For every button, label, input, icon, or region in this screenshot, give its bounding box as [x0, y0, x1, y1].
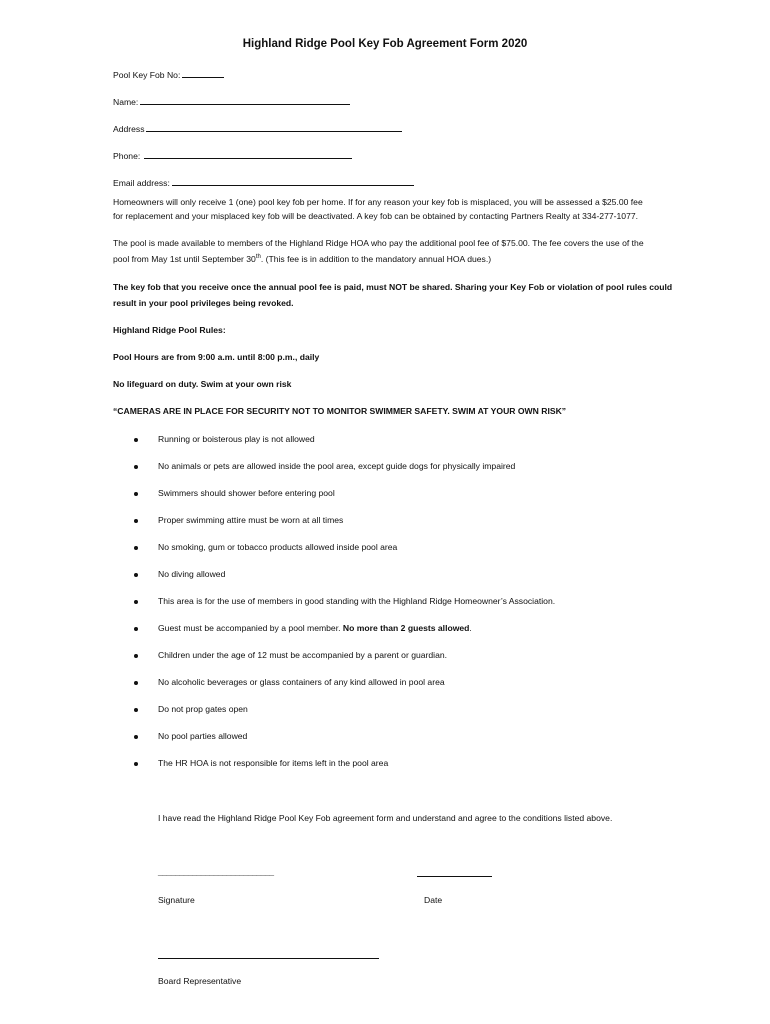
- pool-fee-superscript: th: [255, 254, 261, 261]
- rule-item: Swimmers should shower before entering pool: [158, 488, 335, 498]
- bullet-dot: [134, 600, 138, 604]
- signature-line[interactable]: ___________________________: [158, 866, 274, 876]
- agreement-statement: I have read the Highland Ridge Pool Key Fob agreement form and understand and agree to the conditions listed above.: [158, 813, 613, 823]
- guest-rule-end: .: [469, 623, 472, 633]
- rule-item: No animals or pets are allowed inside the pool area, except guide dogs for physically impaired: [158, 461, 516, 471]
- guest-limit-bold: No more than 2 guests allowed: [342, 623, 470, 633]
- address-input-line[interactable]: [146, 121, 402, 132]
- bullet-dot: [134, 546, 138, 550]
- rules-heading: Highland Ridge Pool Rules:: [113, 325, 226, 335]
- name-field[interactable]: [113, 94, 350, 107]
- email-label: Email address:: [113, 178, 170, 188]
- date-line[interactable]: [417, 876, 492, 877]
- pool-fee-note: . (This fee is in addition to the mandatory annual HOA dues.): [260, 254, 492, 264]
- phone-input-line[interactable]: [144, 148, 352, 159]
- camera-notice-part1: “CAMERAS ARE IN PLACE FOR SECURITY NOT TO MONITOR SWIMMER SAFETY: [113, 406, 448, 416]
- board-representative-line[interactable]: [158, 958, 379, 959]
- rule-item: No pool parties allowed: [158, 731, 248, 741]
- keyfob-field[interactable]: [113, 67, 224, 80]
- lifeguard-notice: No lifeguard on duty. Swim at your own risk: [113, 379, 292, 389]
- fob-policy-line1: Homeowners will only receive 1 (one) pool key fob per home. If for any reason your key fob is misplaced, you will be assessed a $25.00 fee: [113, 197, 643, 207]
- email-input-line[interactable]: [172, 175, 414, 186]
- keyfob-input-line[interactable]: [182, 67, 224, 78]
- pool-hours: Pool Hours are from 9:00 a.m. until 8:00 p.m., daily: [113, 352, 320, 362]
- name-label: Name:: [113, 97, 139, 107]
- bullet-dot: [134, 735, 138, 739]
- rule-item: This area is for the use of members in good standing with the Highland Ridge Homeowner’s Association.: [158, 596, 556, 606]
- rule-item: Running or boisterous play is not allowed: [158, 434, 315, 444]
- rule-item: Proper swimming attire must be worn at all times: [158, 515, 344, 525]
- pool-fee-line2: [113, 254, 491, 264]
- bullet-dot: [134, 654, 138, 658]
- sharing-warning-line1: The key fob that you receive once the annual pool fee is paid, must NOT be shared. Sharing your Key Fob or violation of pool rules could: [113, 282, 673, 292]
- rule-item: Children under the age of 12 must be accompanied by a parent or guardian.: [158, 650, 448, 660]
- phone-label: Phone:: [113, 151, 141, 161]
- bullet-dot: [134, 573, 138, 577]
- board-representative-label: Board Representative: [158, 976, 242, 986]
- rule-item: No diving allowed: [158, 569, 226, 579]
- bullet-dot: [134, 762, 138, 766]
- rule-item: Do not prop gates open: [158, 704, 248, 714]
- bullet-dot: [134, 519, 138, 523]
- bullet-dot: [134, 492, 138, 496]
- bullet-dot: [134, 627, 138, 631]
- rule-item: The HR HOA is not responsible for items left in the pool area: [158, 758, 389, 768]
- sharing-warning-line2: result in your pool privileges being revoked.: [113, 298, 294, 308]
- address-label: Address: [113, 124, 145, 134]
- keyfob-label: Pool Key Fob No:: [113, 70, 181, 80]
- rule-item-guests: [158, 623, 472, 633]
- bullet-dot: [134, 465, 138, 469]
- guest-rule-text: Guest must be accompanied by a pool member.: [158, 623, 343, 633]
- rule-item: No smoking, gum or tobacco products allowed inside pool area: [158, 542, 398, 552]
- date-label: Date: [424, 895, 443, 905]
- rule-item: No alcoholic beverages or glass containers of any kind allowed in pool area: [158, 677, 445, 687]
- bullet-dot: [134, 438, 138, 442]
- bullet-dot: [134, 681, 138, 685]
- name-input-line[interactable]: [140, 94, 350, 105]
- fob-policy-line2: for replacement and your misplaced key fob will be deactivated. A key fob can be obtained by contacting Partners Realty at 334-277-1077.: [113, 211, 639, 221]
- pool-fee-dates: pool from May 1st until September 30: [113, 254, 256, 264]
- camera-notice: [113, 406, 566, 416]
- pool-fee-line1: The pool is made available to members of the Highland Ridge HOA who pay the additional pool fee of $75.00. The fee covers the use of the: [113, 238, 644, 248]
- signature-label: Signature: [158, 895, 195, 905]
- email-field[interactable]: [113, 175, 414, 188]
- address-field[interactable]: [113, 121, 402, 134]
- bullet-dot: [134, 708, 138, 712]
- phone-field[interactable]: [113, 148, 352, 161]
- page-title: Highland Ridge Pool Key Fob Agreement Form 2020: [242, 38, 528, 50]
- camera-notice-part2: . SWIM AT YOUR OWN RISK”: [447, 406, 567, 416]
